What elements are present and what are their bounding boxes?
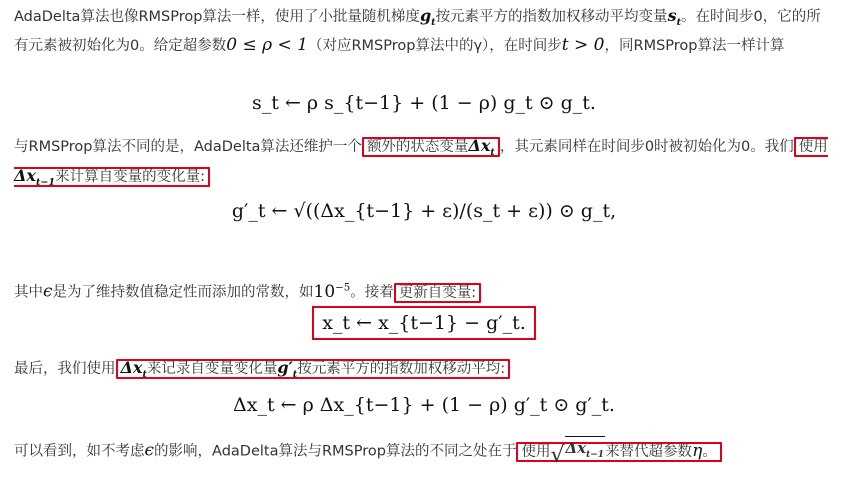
text: AdaDelta算法也像RMSProp算法一样，使用了小批量随机梯度 [14,9,420,25]
text: 的影响，AdaDelta算法与RMSProp算法的不同之处在于 [154,443,517,460]
delta-record-paragraph [14,356,834,386]
text: 与RMSProp算法不同的是，AdaDelta算法还维护一个 [14,139,362,155]
highlight-use-delta: 使用$\Delta x_{t-1}$来计算自变量的变化量: [14,139,828,189]
highlight-param-update-eq: x_t ← x_{t−1} − g′_t. [312,306,536,340]
text: 是为了维持数值稳定性而添加的常数，如 [52,284,314,301]
text: 最后，我们使用 [14,361,116,377]
text: （对应RMSProp算法中的γ），在时间步 [307,38,562,55]
equation-delta-update [0,394,848,416]
epsilon-paragraph [14,276,834,305]
conclusion-paragraph [14,436,834,467]
equation-text: g′_t ← √((Δx_{t−1} + ε)/(s_t + ε)) ⊙ g_t, [231,200,617,222]
intro-paragraph [14,4,834,58]
text: 其中 [14,284,43,301]
equation-text: Δx_t ← ρ Δx_{t−1} + (1 − ρ) g′_t ⊙ g′_t. [233,394,615,416]
math-g-t: $g_t$ [419,6,436,29]
text: 。在时间步0，它的所有元素被初始化为0。给定超参数 [14,9,821,55]
equation-param-update [0,306,848,340]
highlight-extra-state: 额外的状态变量$\Delta x_t$ [362,137,500,157]
equation-state-update [0,92,848,114]
math-s-t: $s_t$ [667,6,682,29]
state-variable-paragraph [14,134,834,194]
math-epsilon: ϵ [43,281,53,302]
text: 。接着 [350,284,394,301]
text: 可以看到，如不考虑 [14,443,145,460]
math-epsilon: ϵ [144,440,155,461]
math-rho-range: 0 ≤ ρ < 1 [226,35,308,56]
text: ，其元素同样在时间步0时被初始化为0。我们 [499,139,794,155]
math-t-gt-0: t > 0 [561,35,605,56]
text: 按元素平方的指数加权移动平均变量 [435,9,668,25]
equation-gradient-rescale [0,200,848,222]
text: ，同RMSProp算法一样计算 [604,38,785,55]
math-power: $10^{-5}$ [313,281,351,302]
highlight-replace-eta: 使用 √ $\Delta x_{t-1}$ 来替代超参数η。 [516,442,721,462]
highlight-delta-record: $\Delta x_t$来记录自变量变化量$g'_t$按元素平方的指数加权移动平均: [116,359,511,379]
equation-text: s_t ← ρ s_{t−1} + (1 − ρ) g_t ⊙ g_t. [252,92,596,114]
highlight-update-variable: 更新自变量: [394,283,481,303]
